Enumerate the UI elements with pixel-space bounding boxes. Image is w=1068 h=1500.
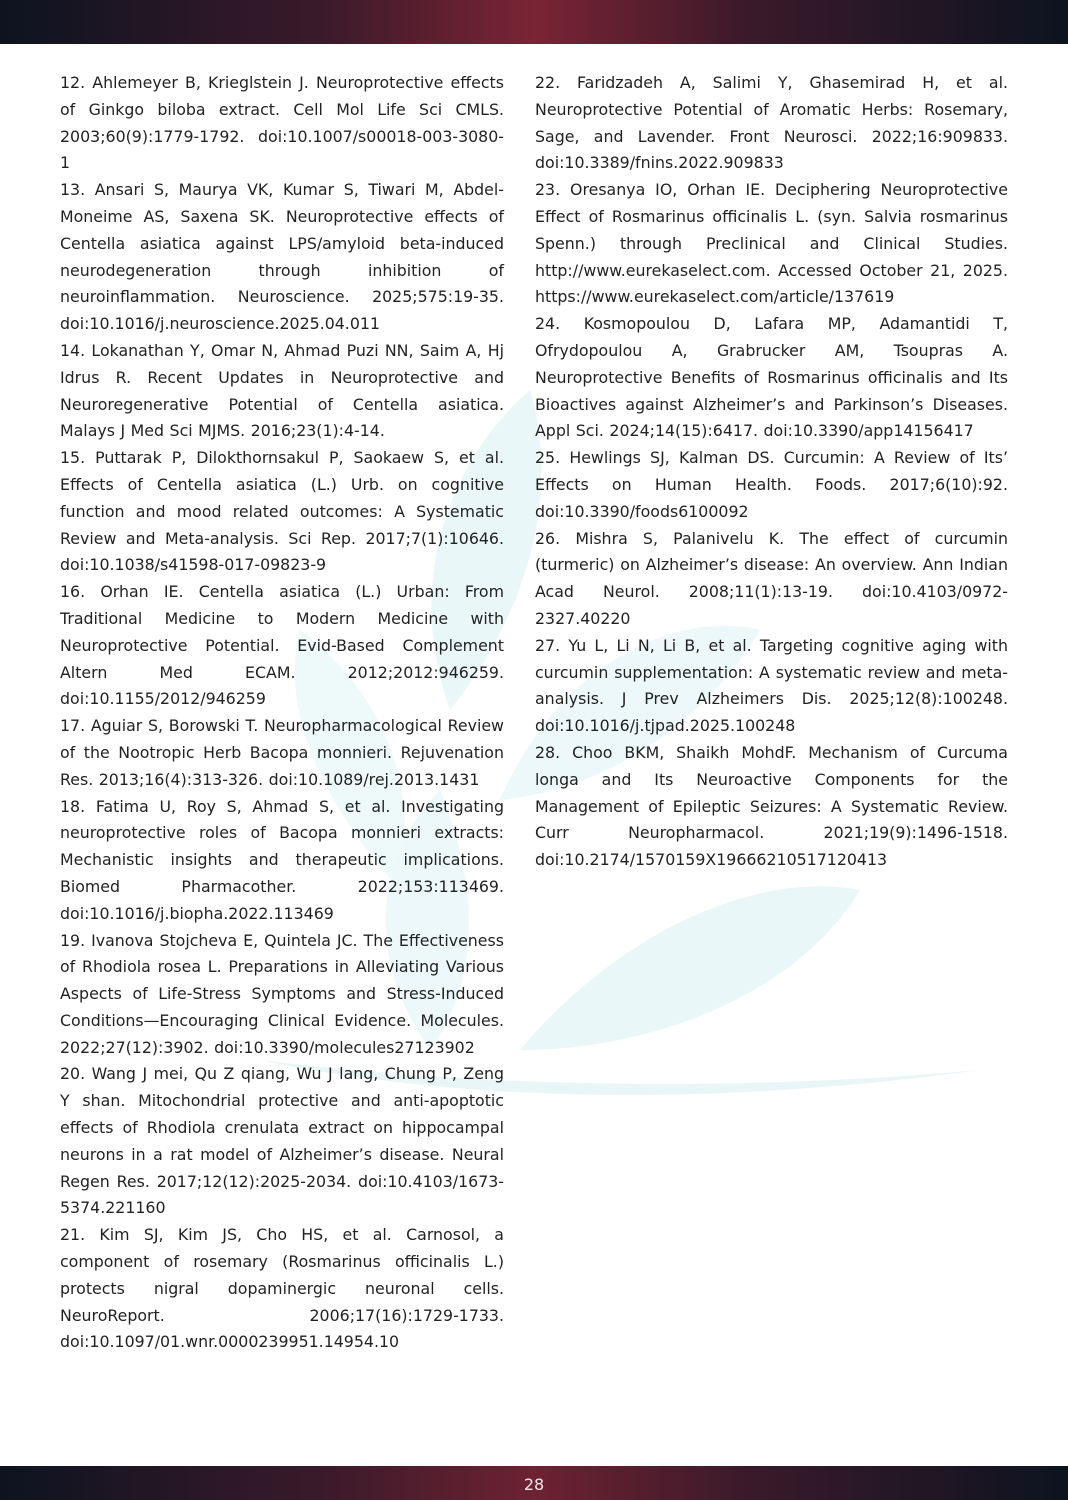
reference-item: 17. Aguiar S, Borowski T. Neuropharmacological Review of the Nootropic Herb Bacopa monnieri. Rejuvenation Res. 2013;16(4):313-326. doi:10.1089/rej.2013.1431 xyxy=(60,716,504,789)
reference-item: 27. Yu L, Li N, Li B, et al. Targeting cognitive aging with curcumin supplementation: A systematic review and meta-analysis. J Prev Alzheimers Dis. 2025;12(8):100248. doi:10.1016/j.tjpad.2025.100248 xyxy=(535,635,1008,736)
reference-item: 16. Orhan IE. Centella asiatica (L.) Urban: From Traditional Medicine to Modern Medicine with Neuroprotective Potential. Evid-Based Complement Altern Med ECAM. 2012;2012:946259. doi:10.1155/2012/946259 xyxy=(60,582,504,709)
reference-item: 20. Wang J mei, Qu Z qiang, Wu J lang, Chung P, Zeng Y shan. Mitochondrial protective and anti-apoptotic effects of Rhodiola crenulata extract on hippocampal neurons in a rat model of Alzheimer’s disease. Neural Regen Res. 2017;12(12):2025-2034. doi:10.4103/1673-5374.221160 xyxy=(60,1064,504,1218)
reference-item: 24. Kosmopoulou D, Lafara MP, Adamantidi T, Ofrydopoulou A, Grabrucker AM, Tsoupras A. Neuroprotective Benefits of Rosmarinus officinalis and Its Bioactives against Alzheimer’s and Parkinson’s Diseases. Appl Sci. 2024;14(15):6417. doi:10.3390/app14156417 xyxy=(535,314,1008,441)
reference-item: 14. Lokanathan Y, Omar N, Ahmad Puzi NN, Saim A, Hj Idrus R. Recent Updates in Neuroprotective and Neuroregenerative Potential of Centella asiatica. Malays J Med Sci MJMS. 2016;23(1):4-14. xyxy=(60,340,504,441)
header-band xyxy=(0,0,1068,44)
reference-item: 13. Ansari S, Maurya VK, Kumar S, Tiwari M, Abdel-Moneime AS, Saxena SK. Neuroprotective effects of Centella asiatica against LPS/amyloid beta-induced neurodegeneration through inhibition of neuroinflammation. Neuroscience. 2025;575:19-35. doi:10.1016/j.neuroscience.2025.04.011 xyxy=(60,180,504,334)
reference-item: 25. Hewlings SJ, Kalman DS. Curcumin: A Review of Its’ Effects on Human Health. Foods. 2017;6(10):92. doi:10.3390/foods6100092 xyxy=(535,448,1008,521)
reference-item: 19. Ivanova Stojcheva E, Quintela JC. The Effectiveness of Rhodiola rosea L. Preparations in Alleviating Various Aspects of Life-Stress Symptoms and Stress-Induced Conditions—Encouraging Clinical Evidence. Molecules. 2022;27(12):3902. doi:10.3390/molecules27123902 xyxy=(60,930,504,1057)
reference-item: 12. Ahlemeyer B, Krieglstein J. Neuroprotective effects of Ginkgo biloba extract. Cell Mol Life Sci CMLS. 2003;60(9):1779-1792. doi:10.1007/s00018-003-3080-1 xyxy=(60,73,504,173)
reference-item: 21. Kim SJ, Kim JS, Cho HS, et al. Carnosol, a component of rosemary (Rosmarinus officinalis L.) protects nigral dopaminergic neuronal cells. NeuroReport. 2006;17(16):1729-1733. doi:10.1097/01.wnr.0000239951.14954.10 xyxy=(60,1225,504,1352)
references-right-column xyxy=(535,70,1008,874)
reference-item: 28. Choo BKM, Shaikh MohdF. Mechanism of Curcuma longa and Its Neuroactive Components for the Management of Epileptic Seizures: A Systematic Review. Curr Neuropharmacol. 2021;19(9):1496-1518. doi:10.2174/1570159X19666210517120413 xyxy=(535,742,1008,870)
reference-item: 15. Puttarak P, Dilokthornsakul P, Saokaew S, et al. Effects of Centella asiatica (L.) Urb. on cognitive function and mood related outcomes: A Systematic Review and Meta-analysis. Sci Rep. 2017;7(1):10646. doi:10.1038/s41598-017-09823-9 xyxy=(60,448,504,575)
footer-band xyxy=(0,1466,1068,1500)
page-number: 28 xyxy=(523,1475,545,1494)
reference-item: 18. Fatima U, Roy S, Ahmad S, et al. Investigating neuroprotective roles of Bacopa monnieri extracts: Mechanistic insights and therapeutic implications. Biomed Pharmacother. 2022;153:113469. doi:10.1016/j.biopha.2022.113469 xyxy=(60,796,504,923)
reference-item: 26. Mishra S, Palanivelu K. The effect of curcumin (turmeric) on Alzheimer’s disease: An overview. Ann Indian Acad Neurol. 2008;11(1):13-19. doi:10.4103/0972-2327.40220 xyxy=(535,528,1008,628)
reference-item: 23. Oresanya IO, Orhan IE. Deciphering Neuroprotective Effect of Rosmarinus officinalis L. (syn. Salvia rosmarinus Spenn.) through Preclinical and Clinical Studies. http://www.eurekaselect.com. Accessed October 21, 2025. https://www.eurekaselect.com/article/137619 xyxy=(535,180,1008,307)
reference-item: 22. Faridzadeh A, Salimi Y, Ghasemirad H, et al. Neuroprotective Potential of Aromatic Herbs: Rosemary, Sage, and Lavender. Front Neurosci. 2022;16:909833. doi:10.3389/fnins.2022.909833 xyxy=(535,73,1008,173)
references-left-column xyxy=(60,70,504,1356)
